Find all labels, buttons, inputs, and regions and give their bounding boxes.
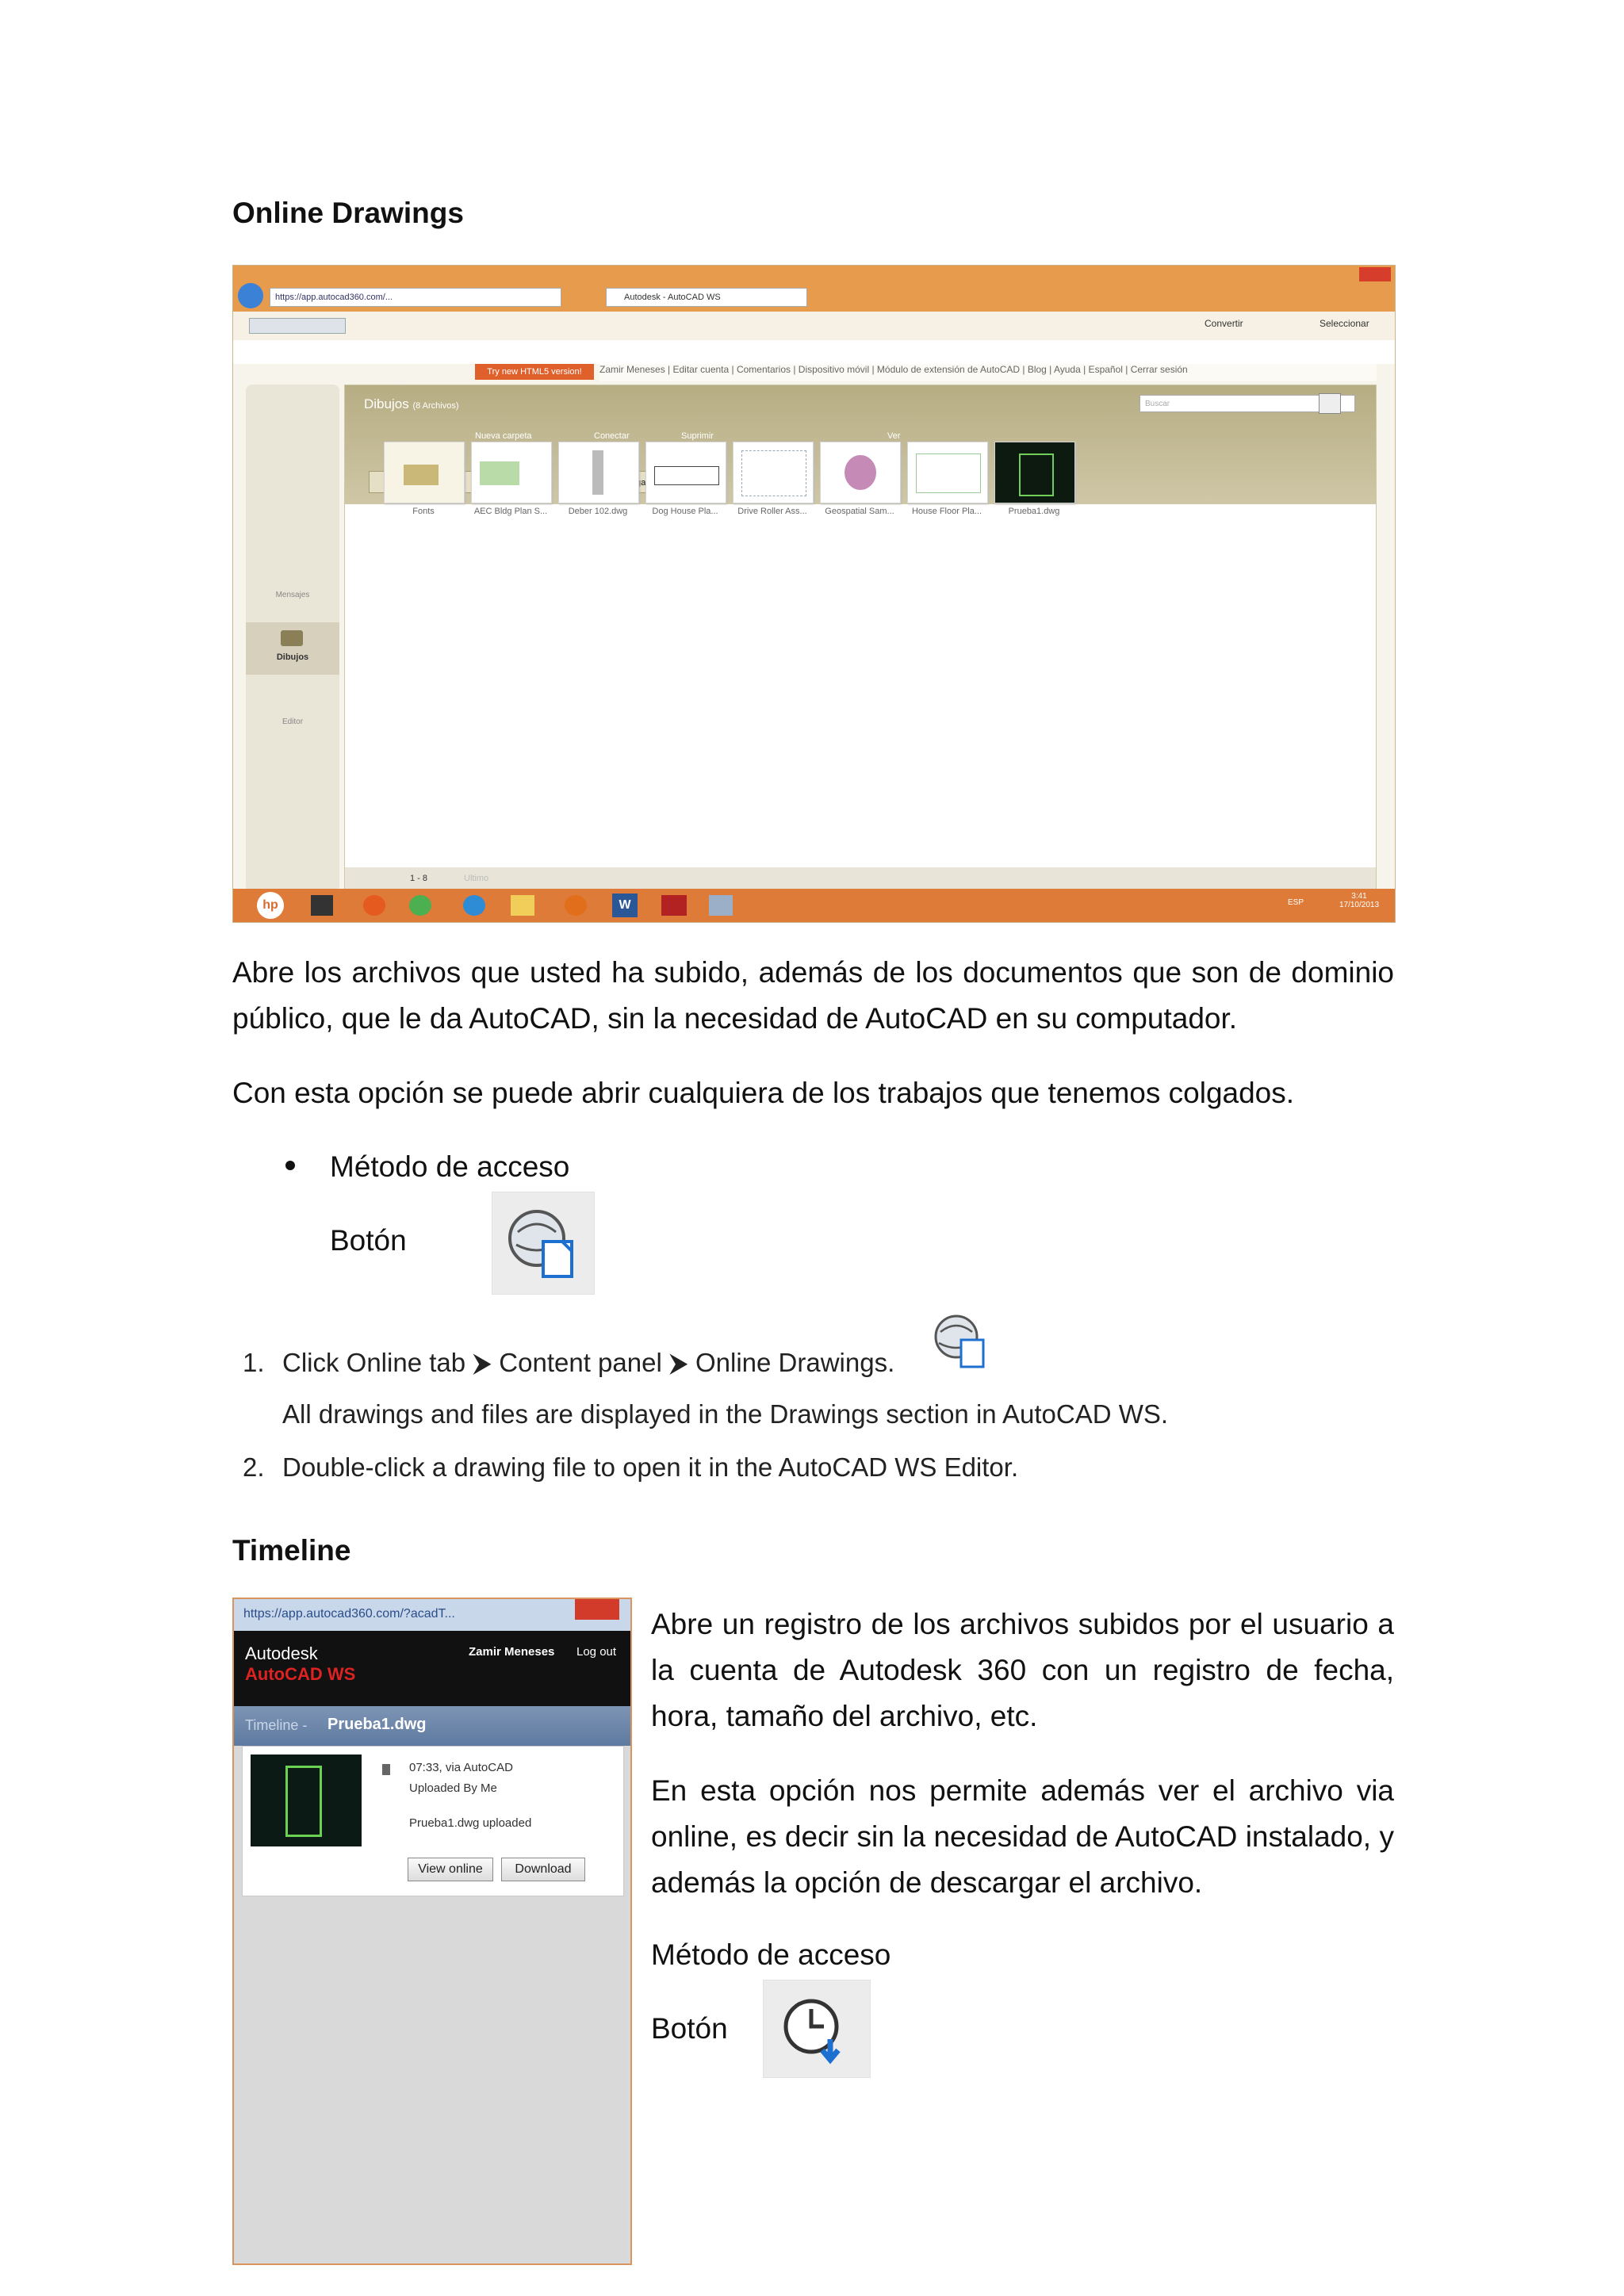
address-bar[interactable]: https://app.autocad360.com/... xyxy=(270,288,561,307)
entry-time: 07:33, via AutoCAD xyxy=(409,1761,513,1774)
popup-url[interactable]: https://app.autocad360.com/?acadT... xyxy=(243,1607,455,1621)
entry-uploader: Uploaded By Me xyxy=(409,1781,497,1795)
file-thumbnail-fonts[interactable] xyxy=(384,442,465,503)
seleccionar-link[interactable]: Seleccionar xyxy=(1320,318,1369,329)
section-heading-online-drawings: Online Drawings xyxy=(232,197,464,229)
pager-count: 1 - 8 xyxy=(410,874,428,883)
firefox-icon[interactable] xyxy=(363,895,385,916)
drawing-preview xyxy=(592,450,603,495)
paragraph: Abre un registro de los archivos subidos por el usuario a la cuenta de Autodesk 360 con un registro de fecha, hora, tamaño del archivo, etc. xyxy=(651,1608,1394,1732)
file-label: Deber 102.dwg xyxy=(568,507,628,516)
firefox-icon-2[interactable] xyxy=(565,895,587,916)
file-thumbnail-deber[interactable] xyxy=(558,442,639,503)
step-number: 1. xyxy=(243,1348,265,1377)
close-icon[interactable] xyxy=(1359,267,1391,281)
file-label: Dog House Pla... xyxy=(652,507,718,516)
file-thumbnail-driveroller[interactable] xyxy=(733,442,814,503)
brand-autocad-ws: AutoCAD WS xyxy=(245,1664,356,1684)
drawing-preview xyxy=(285,1766,322,1837)
timeline-entry xyxy=(242,1746,624,1896)
new-folder-button[interactable]: Nueva carpeta xyxy=(475,431,532,441)
file-label: Drive Roller Ass... xyxy=(737,507,807,516)
timeline-bar xyxy=(234,1706,630,1746)
app-links[interactable]: Zamir Meneses | Editar cuenta | Comentarios | Dispositivo móvil | Módulo de extensión de AutoCAD | Blog | Ayuda | Español | Cerrar sesión xyxy=(599,364,1377,381)
clock-time: 3:41 xyxy=(1351,892,1367,901)
delete-button[interactable]: Suprimir xyxy=(681,431,714,441)
ie-icon[interactable] xyxy=(463,895,485,916)
step-text: Double-click a drawing file to open it in the AutoCAD WS Editor. xyxy=(282,1452,1019,1482)
sidebar-item-mensajes[interactable]: Mensajes xyxy=(275,591,310,599)
drawing-preview xyxy=(654,466,719,485)
online-drawings-button[interactable] xyxy=(492,1192,595,1295)
sidebar-item-dibujos-bg[interactable] xyxy=(246,622,339,675)
button-label: Botón xyxy=(330,1224,407,1257)
folder-icon[interactable] xyxy=(511,895,534,916)
drawing-preview xyxy=(480,461,519,485)
button-label: Botón xyxy=(651,2012,728,2045)
back-icon[interactable] xyxy=(238,283,263,308)
paragraph: Con esta opción se puede abrir cualquiera de los trabajos que tenemos colgados. xyxy=(232,1077,1295,1109)
drawing-preview xyxy=(741,450,806,496)
word-icon[interactable]: W xyxy=(612,894,638,917)
toolbar-icons[interactable] xyxy=(249,318,346,334)
file-label: Prueba1.dwg xyxy=(1008,507,1060,516)
bullet-text: Método de acceso xyxy=(330,1150,570,1183)
user-name[interactable]: Zamir Meneses xyxy=(469,1645,555,1659)
step-subtext: All drawings and files are displayed in the Drawings section in AutoCAD WS. xyxy=(282,1399,1169,1429)
search-icon[interactable] xyxy=(1319,393,1341,414)
view-button[interactable]: Ver xyxy=(887,431,901,441)
brand-autodesk: Autodesk xyxy=(245,1644,318,1663)
timeline-file: Prueba1.dwg xyxy=(327,1716,427,1733)
file-thumbnail-geospatial[interactable] xyxy=(820,442,901,503)
access-method-label: Método de acceso xyxy=(651,1938,891,1971)
timeline-button[interactable] xyxy=(763,1980,871,2078)
panel-title: Dibujos xyxy=(364,396,409,411)
download-button[interactable]: Download xyxy=(501,1858,585,1881)
convertir-link[interactable]: Convertir xyxy=(1205,318,1243,329)
file-thumbnail-housefloor[interactable] xyxy=(907,442,988,503)
sidebar-item-dibujos: Dibujos xyxy=(276,652,309,662)
folder-icon xyxy=(404,465,439,485)
browser-titlebar xyxy=(233,266,1395,312)
online-drawings-screenshot xyxy=(232,265,1396,923)
browser-toolbar xyxy=(233,312,1395,341)
search-input[interactable]: Buscar xyxy=(1139,395,1355,412)
paragraph: Abre los archivos que usted ha subido, además de los documentos que son de dominio público, que le da AutoCAD, sin la necesidad de AutoCAD en su computador. xyxy=(232,956,1394,1035)
timeline-label: Timeline - xyxy=(245,1717,308,1733)
file-thumbnail-doghouse[interactable] xyxy=(645,442,726,503)
file-label: Geospatial Sam... xyxy=(825,507,894,516)
step-text: Click Online tab ⮞ Content panel ⮞ Online Drawings. xyxy=(282,1348,895,1377)
file-icon xyxy=(382,1764,390,1775)
hp-logo-icon[interactable]: hp xyxy=(257,892,284,919)
windows-taskbar xyxy=(233,889,1395,922)
close-icon[interactable] xyxy=(575,1599,619,1620)
pager-next[interactable]: Ultimo xyxy=(464,874,489,883)
online-drawings-icon-small xyxy=(926,1305,994,1373)
view-online-button[interactable]: View online xyxy=(408,1858,493,1881)
drawing-preview xyxy=(845,455,876,490)
favorites-bar xyxy=(233,340,1395,364)
step-number: 2. xyxy=(243,1452,265,1482)
app-icon[interactable] xyxy=(709,895,733,916)
app-sidebar xyxy=(246,385,339,892)
popup-titlebar xyxy=(234,1599,630,1631)
browser-tab[interactable]: Autodesk - AutoCAD WS xyxy=(606,288,807,307)
entry-file: Prueba1.dwg uploaded xyxy=(409,1816,532,1830)
acrobat-icon[interactable] xyxy=(661,895,687,916)
system-clock[interactable] xyxy=(1327,892,1391,909)
taskbar-app-icon[interactable] xyxy=(311,895,333,916)
minimize-icon[interactable] xyxy=(1332,267,1353,281)
logout-link[interactable]: Log out xyxy=(576,1645,617,1659)
file-label: AEC Bldg Plan S... xyxy=(473,507,548,516)
autodesk-header xyxy=(234,1631,630,1706)
html5-badge[interactable]: Try new HTML5 version! xyxy=(475,364,594,380)
paragraph: En esta opción nos permite además ver el archivo via online, es decir sin la necesidad de AutoCAD instalado, y además la opción de descargar el archivo. xyxy=(651,1774,1394,1899)
file-label: House Floor Pla... xyxy=(911,507,982,516)
chrome-icon[interactable] xyxy=(409,895,431,916)
section-heading-timeline: Timeline xyxy=(232,1534,351,1567)
drawing-thumbnail[interactable] xyxy=(251,1755,362,1846)
online-drawings-icon xyxy=(492,1192,594,1294)
timeline-clock-icon xyxy=(764,1980,870,2077)
file-label: Fonts xyxy=(412,507,435,516)
file-thumbnail-prueba1[interactable] xyxy=(994,442,1075,503)
connect-button[interactable]: Conectar xyxy=(594,431,630,441)
file-thumbnail-aec[interactable] xyxy=(471,442,552,503)
sidebar-item-editor[interactable]: Editor xyxy=(282,718,304,726)
language-indicator[interactable]: ESP xyxy=(1288,898,1304,907)
folder-icon xyxy=(281,630,303,646)
timeline-screenshot xyxy=(232,1598,632,2265)
drawing-preview xyxy=(1019,453,1054,496)
drawing-preview xyxy=(916,453,981,493)
bullet-icon xyxy=(285,1161,295,1170)
panel-count: (8 Archivos) xyxy=(412,401,459,411)
clock-date: 17/10/2013 xyxy=(1339,901,1380,909)
